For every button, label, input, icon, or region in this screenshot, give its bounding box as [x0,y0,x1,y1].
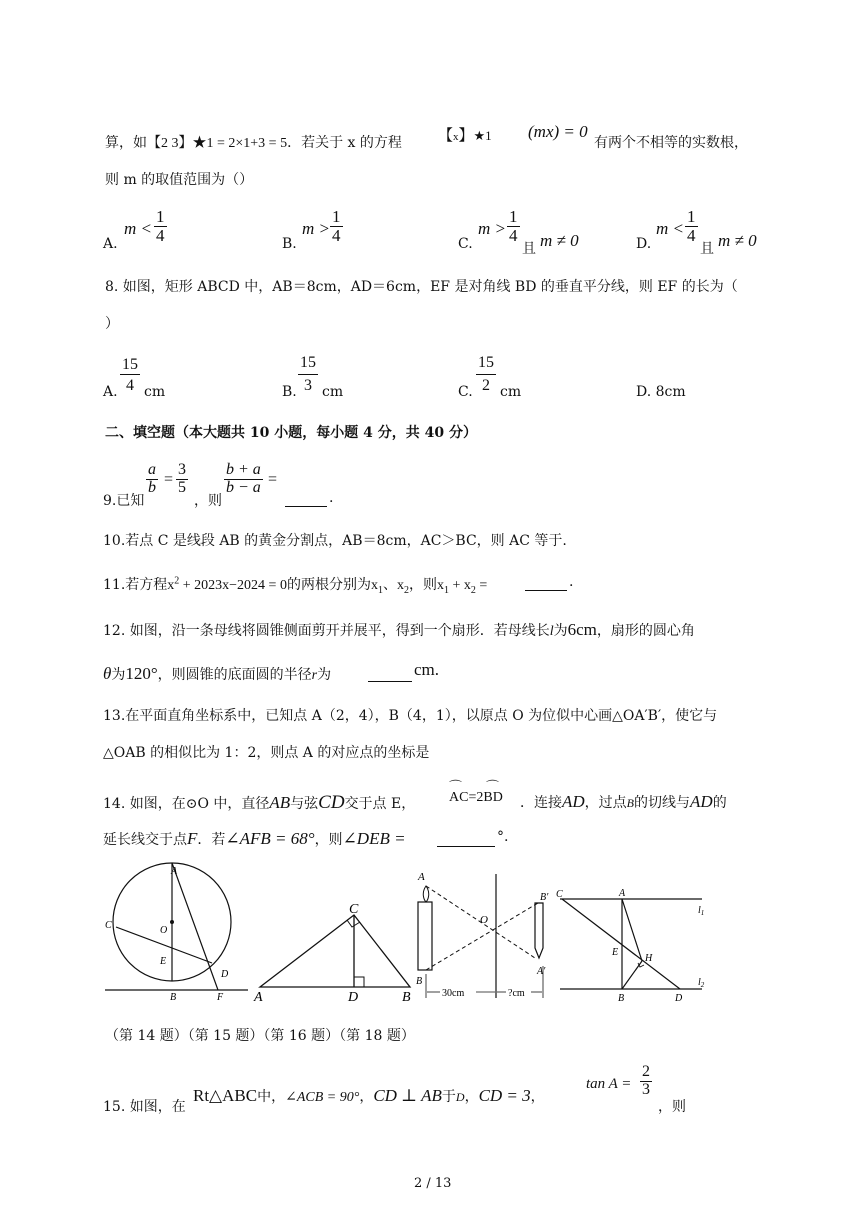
fig18-label-c: C [556,889,563,900]
q8-option-c-label: C. [458,384,473,400]
q7-option-a-label: A. [103,236,118,252]
figure-16 [410,866,560,1004]
fig14-label-f: F [217,992,224,1002]
q13-line2: △OAB 的相似比为 1：2，则点 A 的对应点的坐标是 [103,745,430,761]
q14-blank[interactable] [437,846,495,847]
figure-captions: （第 14 题）（第 15 题）（第 16 题）（第 18 题） [105,1028,415,1044]
q8-option-b-den: 3 [304,377,312,394]
figure-14 [100,862,250,1002]
q9-prefix: 9.已知 [103,493,145,509]
q12-unit: cm. [414,660,440,679]
fig14-label-d: D [221,969,229,980]
fig15-label-c: C [349,902,359,917]
q8-line1: 8. 如图，矩形 ABCD 中，AB＝8cm，AD＝6cm，EF 是对角线 BD 的垂直平分线，则 EF 的长为（ [105,279,738,295]
fig18-label-l2: $l_2$ [698,977,705,989]
q13-line1: 13.在平面直角坐标系中，已知点 A（2，4），B（4，1），以原点 O 为位似中心画△OA′B′，使它与 [103,708,718,724]
q8-option-c-bar [476,374,496,375]
fig16-label-bp: B′ [540,892,549,903]
q14-arc-symbol1: ⌒ [449,779,463,794]
q8-option-a-unit: cm [144,384,166,400]
q9-eq: = [164,471,174,488]
q8-option-d: D. 8cm [636,384,686,400]
q14-line2: 延长线交于点F．若∠AFB = 68°，则∠DEB = [103,829,406,848]
fig15-label-a: A [254,990,263,1005]
q7-line2: 则 m 的取值范围为（） [105,172,254,188]
fig14-line-af [172,863,218,990]
fig14-label-b: B [170,992,177,1002]
q7-option-a-frac: $\frac{1}{4}$ [156,207,165,245]
q7-option-b-label: B. [282,236,297,252]
fig16-label-ap: A′ [537,966,546,977]
q11-blank[interactable] [525,590,567,591]
page-number: 2 / 13 [414,1176,452,1191]
q14-line1-end: ．连接AD，过点B的切线与AD的 [520,792,727,811]
q14-end: °. [497,829,509,845]
q7-option-c-label: C. [458,236,473,252]
fig16-dim1-label: 30cm [442,988,465,999]
q8-option-b-unit: cm [322,384,344,400]
fig14-label-e: E [160,956,167,967]
fig16-dim2-label: ?cm [508,988,525,999]
fig18-right-angle [638,963,644,967]
q7-option-d-frac: $\frac{1}{4}$ [687,207,696,245]
fig16-label-a: A [418,871,425,883]
q11-line: 11.若方程$x^2 + 2023x-2024 = 0$的两根分别为$x_1$、$x_2$，则$x_1 + x_2$ = [103,575,488,596]
q8-option-a-label: A. [103,384,118,400]
fig18-label-a: A [619,888,626,899]
q12-line2: θ为120°，则圆锥的底面圆的半径r为 [103,664,332,683]
q8-option-b-bar [298,374,318,375]
q8-line2: ） [105,316,119,332]
fig14-center [170,920,174,924]
fig16-label-o: O [480,914,488,926]
q15-tan: tan A = [586,1076,632,1092]
q7-option-c-frac: $\frac{1}{4}$ [509,207,518,245]
fig14-label-a: A [171,866,178,877]
q7-option-c-lhs: m > [478,219,506,238]
q15-frac: $\frac{2}{3}$ [642,1063,650,1098]
fig16-label-b: B [416,976,423,987]
q7-option-d-cond: m ≠ 0 [718,231,757,250]
q10-text: 10.若点 C 是线段 AB 的黄金分割点，AB＝8cm，AC＞BC，则 AC 等于. [103,533,567,549]
q9-eq2: = [268,471,278,488]
q11-end: . [569,574,574,590]
fig14-label-o: O [160,925,168,936]
fig16-flame [423,886,428,902]
fig16-image [535,903,543,958]
q7-option-a-lhs: m < [124,219,152,238]
q9-mid: ，则 [194,493,222,509]
q9-blank[interactable] [285,506,327,507]
q8-option-a-num: 15 [122,356,138,373]
q15-end: ，则 [658,1099,686,1115]
q8-option-c-den: 2 [482,377,490,394]
fig15-right-angle-d [354,977,364,987]
fig15-label-b: B [402,990,411,1005]
fig14-label-c: C [105,920,112,931]
q7-option-d-and: 且 [700,241,714,257]
q7-mx: (mx) = 0 [528,122,588,141]
fig18-label-l1: $l_1$ [698,905,705,917]
q7-line1: 算，如【2 3】★1 = 2×1+3 = 5．若关于 x 的方程 [105,135,402,151]
q9-frac3: $\frac{b + a}{b - a}$ [226,461,261,496]
q14-arcs: AC=2BD [449,790,503,805]
q8-option-b-label: B. [282,384,297,400]
q9-end: . [329,490,334,506]
fig18-label-d: D [675,993,683,1004]
q8-option-a-den: 4 [126,377,134,394]
figure-15 [250,895,423,1005]
q9-frac2: $\frac{3}{5}$ [178,461,186,496]
figure-18 [552,885,717,1005]
fig18-label-b: B [618,993,625,1004]
q8-option-c-num: 15 [478,354,494,371]
fig15-triangle [260,915,410,987]
q7-option-b-lhs: m > [302,219,330,238]
q7-option-d-lhs: m < [656,219,684,238]
fig18-cd [562,899,680,989]
q15-body: Rt△ABC中，∠ACB = 90°，CD ⊥ AB于D，CD = 3， [193,1086,545,1105]
q14-arc-symbol2: ⌒ [486,779,500,794]
q7-option-b-frac: $\frac{1}{4}$ [332,207,341,245]
fig15-label-d: D [348,990,359,1005]
q7-option-c-and: 且 [522,241,536,257]
section-title: 二、填空题（本大题共 10 小题，每小题 4 分，共 40 分） [105,425,477,441]
q7-bracket: 【x】★1 [438,128,492,144]
fig18-label-h: H [645,953,653,964]
q7-line1-end: 有两个不相等的实数根， [594,135,748,151]
fig18-label-e: E [612,947,619,958]
q8-option-b-num: 15 [300,354,316,371]
q12-blank[interactable] [368,681,412,682]
q12-line1: 12. 如图，沿一条母线将圆锥侧面剪开并展平，得到一个扇形．若母线长l为6cm，扇形的圆心角 [103,620,695,639]
q9-frac1: $\frac{a}{b}$ [148,461,156,496]
q8-option-a-bar [120,374,140,375]
q8-option-c-unit: cm [500,384,522,400]
q15-prefix: 15. 如图，在 [103,1099,186,1115]
q7-option-c-cond: m ≠ 0 [540,231,579,250]
fig16-candle [418,902,432,970]
q7-option-d-label: D. [636,236,652,252]
q14-line1: 14. 如图，在⊙O 中，直径AB与弦CD交于点 E， [103,792,416,813]
